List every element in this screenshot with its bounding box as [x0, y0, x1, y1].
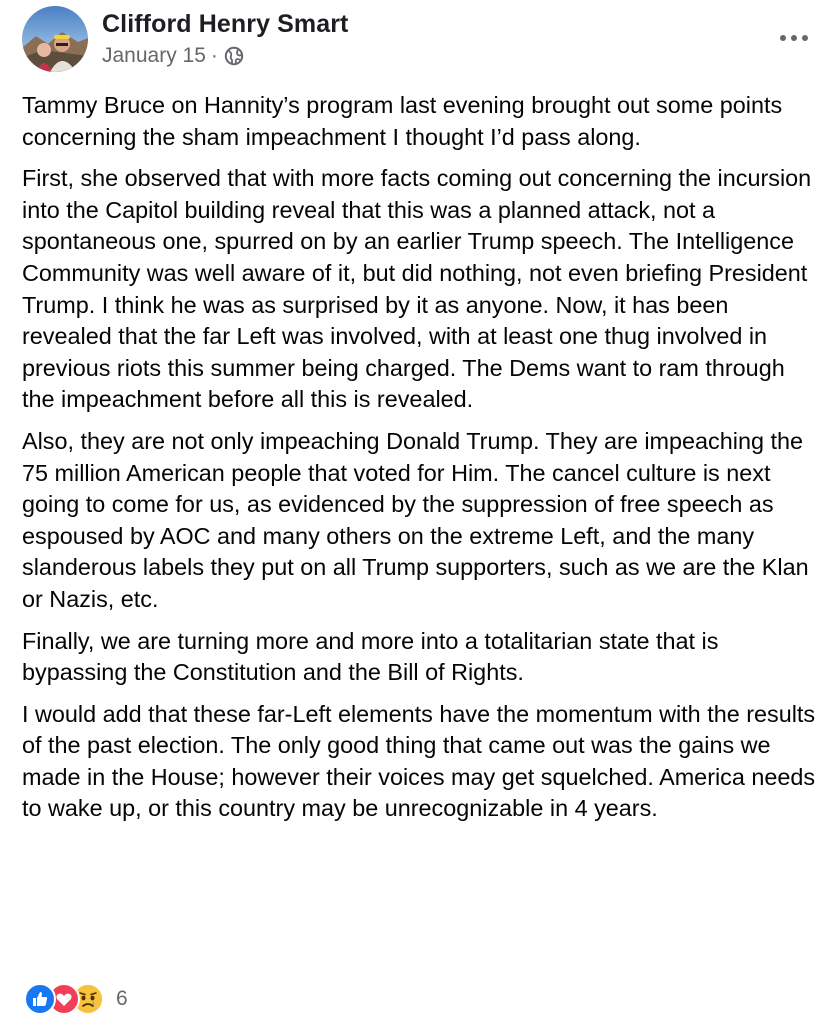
like-icon: [24, 983, 56, 1015]
more-options-button[interactable]: [774, 26, 814, 50]
post-body: [22, 90, 818, 835]
meta-separator: ·: [210, 44, 218, 67]
avatar-photo: [22, 6, 88, 72]
ellipsis-icon: [779, 34, 809, 42]
reaction-count[interactable]: 6: [116, 987, 128, 1010]
reaction-icons: [24, 983, 96, 1015]
author-avatar[interactable]: [22, 6, 88, 72]
post-paragraph: Also, they are not only impeaching Donald Trump. They are impeaching the 75 million American people that voted for Him. The cancel culture is next going to come for us, as evidenced by the suppression of free speech as espoused by AOC and many others on the extreme Left, and the many slanderous labels they put on all Trump supporters, such as we are the Klan or Nazis, etc.: [22, 427, 809, 612]
post-header: [22, 6, 814, 76]
post-paragraph: Finally, we are turning more and more into a totalitarian state that is bypassing the Constitution and the Bill of Rights.: [22, 627, 719, 686]
author-name[interactable]: Clifford Henry Smart: [102, 10, 349, 38]
post-meta: [102, 44, 244, 68]
reactions-bar[interactable]: [24, 984, 128, 1014]
post-date[interactable]: January 15: [102, 44, 206, 67]
globe-icon: [224, 46, 244, 66]
post-paragraph: I would add that these far-Left elements have the momentum with the results of the past election. The only good thing that came out was the gains we made in the House; however their voices may get squelched. America needs to wake up, or this country may be unrecognizable in 4 years.: [22, 700, 816, 822]
post-paragraph: Tammy Bruce on Hannity’s program last evening brought out some points concerning the sham impeachment I thought I’d pass along.: [22, 92, 783, 150]
post-paragraph: First, she observed that with more facts coming out concerning the incursion into the Capitol building reveal that this was a planned attack, not a spontaneous one, spurred on by an earlier Trump speech. The Intelligence Community was well aware of it, but did nothing, not even briefing President Trump. I think he was as surprised by it as anyone. Now, it has been revealed that the far Left was involved, with at least one thug involved in previous riots this summer being charged. The Dems want to ram through the impeachment before all this is revealed.: [22, 165, 812, 413]
